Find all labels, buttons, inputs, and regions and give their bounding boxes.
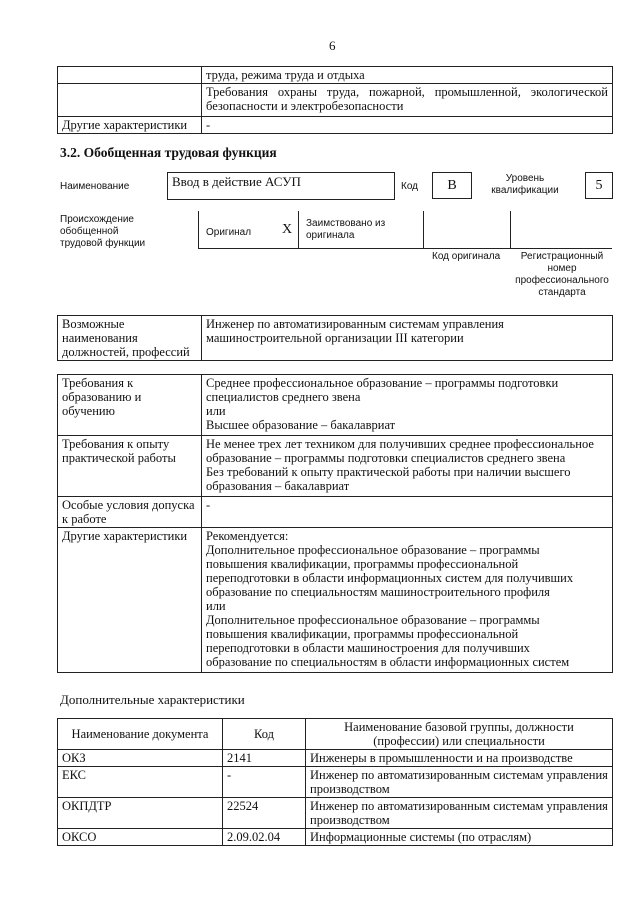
table-row [58, 375, 613, 436]
req-line: Дополнительное профессиональное образование – программы [206, 543, 540, 557]
col-header-doc: Наименование документа [58, 719, 223, 750]
table-row [58, 497, 613, 528]
req-value [202, 436, 613, 497]
req-value [202, 375, 613, 436]
req-line: Среднее профессиональное образование – программы подготовки [206, 376, 559, 390]
name-cell: Инженер по автоматизированным системам управления производством [306, 767, 613, 798]
code-value: B [432, 172, 472, 199]
req-label: Особые условия допуска к работе [58, 497, 202, 528]
req-label: Другие характеристики [58, 528, 202, 673]
table-row [58, 767, 613, 798]
req-line: или [206, 404, 226, 418]
name-cell: Информационные системы (по отраслям) [306, 829, 613, 846]
table-row [58, 829, 613, 846]
table-row [58, 67, 613, 84]
additional-title: Дополнительные характеристики [60, 692, 245, 707]
req-value [202, 528, 613, 673]
req-value [202, 497, 613, 528]
page-number: 6 [329, 38, 336, 53]
code-cell: - [223, 767, 306, 798]
reg-number-caption: Регистрационный номер профессионального стандарта [515, 251, 609, 298]
top-row-value: Требования охраны труда, пожарной, промышленной, экологической безопасности и электробезопасности [202, 84, 613, 117]
table-row [58, 436, 613, 497]
req-line: Не менее трех лет техником для получивших среднее профессиональное [206, 437, 594, 451]
borrowed-label: Заимствовано из оригинала [306, 218, 386, 241]
col-header-name: Наименование базовой группы, должности (профессии) или специальности [306, 719, 613, 750]
origin-label: Происхождение обобщенной трудовой функции [60, 214, 146, 249]
doc-cell: ОКЗ [58, 750, 223, 767]
table-row [58, 750, 613, 767]
requirements-table [57, 374, 613, 673]
table-row [58, 528, 613, 673]
top-row-label: Другие характеристики [58, 117, 202, 134]
code-cell: 2141 [223, 750, 306, 767]
doc-cell: ЕКС [58, 767, 223, 798]
name-cell: Инженеры в промышленности и на производстве [306, 750, 613, 767]
table-row [58, 798, 613, 829]
req-line: повышения квалификации, программы профессиональной [206, 557, 519, 571]
code-cell: 2.09.02.04 [223, 829, 306, 846]
name-value: Ввод в действие АСУП [167, 172, 395, 200]
section-title: 3.2. Обобщенная трудовая функция [60, 145, 277, 160]
code-label: Код [401, 181, 419, 192]
original-label: Оригинал [206, 227, 252, 238]
req-line: образование по специальностям машиностроительного профиля [206, 585, 550, 599]
req-line: переподготовки в области информационных систем для получивших [206, 571, 574, 585]
doc-cell: ОКСО [58, 829, 223, 846]
table-row [58, 316, 613, 361]
original-mark: X [282, 222, 293, 237]
req-line: или [206, 599, 226, 613]
req-line: Дополнительное профессиональное образование – программы [206, 613, 540, 627]
req-line: Высшее образование – бакалавриат [206, 418, 396, 432]
req-label: Требования к образованию и обучению [58, 375, 202, 436]
doc-cell: ОКПДТР [58, 798, 223, 829]
req-line: образование по специальностям в области информационных систем [206, 655, 570, 669]
req-line: - [206, 498, 211, 512]
req-line: образование – программы подготовки специалистов среднего звена [206, 451, 566, 465]
code-cell: 22524 [223, 798, 306, 829]
code-original-caption: Код оригинала [432, 251, 501, 262]
positions-table [57, 315, 613, 361]
req-label: Требования к опыту практической работы [58, 436, 202, 497]
additional-table [57, 718, 613, 846]
top-row-value: труда, режима труда и отдыха [202, 67, 613, 84]
col-header-code: Код [223, 719, 306, 750]
table-header-row [58, 719, 613, 750]
table-row [58, 117, 613, 134]
top-row-value: - [202, 117, 613, 134]
positions-value: Инженер по автоматизированным системам управления машиностроительной организации III категории [202, 316, 613, 361]
req-line: переподготовки в области машиностроения для получивших [206, 641, 530, 655]
req-line: образования – бакалавриат [206, 479, 350, 493]
name-cell: Инженер по автоматизированным системам управления производством [306, 798, 613, 829]
level-label: Уровень квалификации [491, 173, 559, 196]
positions-label: Возможные наименования должностей, профессий [58, 316, 202, 361]
top-table [57, 66, 613, 134]
req-line: Рекомендуется: [206, 529, 289, 543]
req-line: Без требований к опыту практической работы при наличии высшего [206, 465, 571, 479]
req-line: повышения квалификации, программы профессиональной [206, 627, 519, 641]
top-row-label [58, 84, 202, 117]
top-row-label [58, 67, 202, 84]
name-label: Наименование [60, 181, 130, 192]
table-row [58, 84, 613, 117]
req-line: специалистов среднего звена [206, 390, 361, 404]
level-value: 5 [585, 172, 613, 199]
